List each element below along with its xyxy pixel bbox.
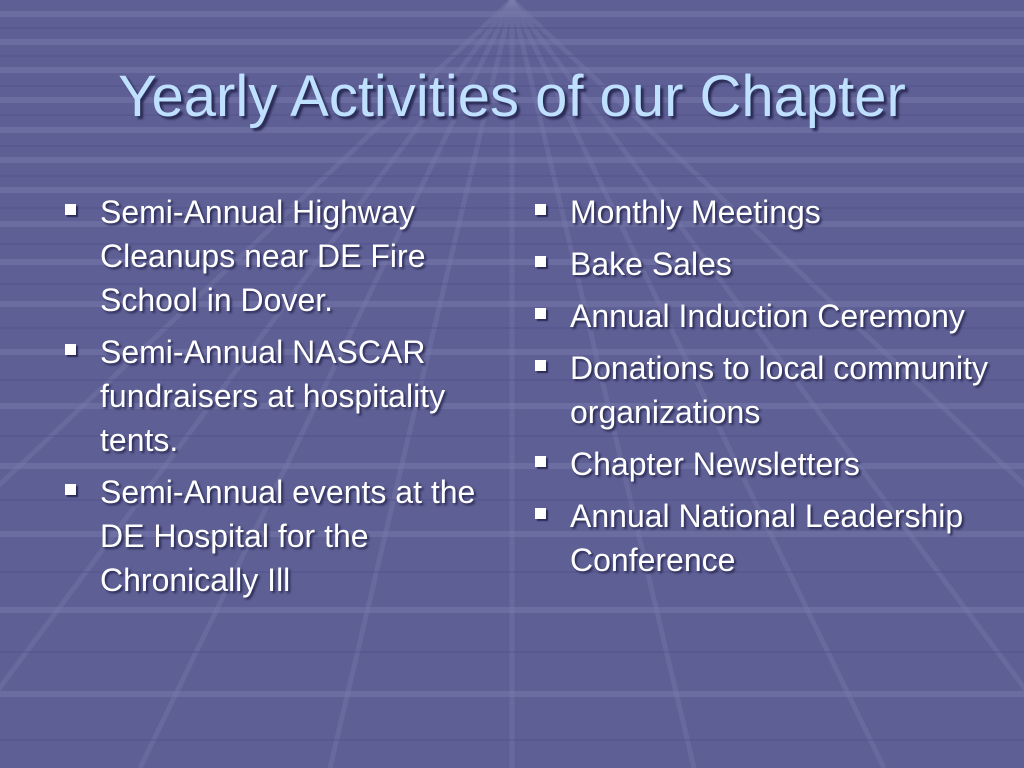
square-bullet-icon: [535, 256, 546, 267]
list-item: [532, 346, 992, 434]
list-item-text: Annual National Leadership Conference: [570, 498, 964, 578]
list-item: [532, 442, 992, 486]
square-bullet-icon: [535, 308, 546, 319]
list-item-text: Semi-Annual NASCAR fundraisers at hospitality tents.: [100, 334, 446, 458]
list-item: [532, 494, 992, 582]
list-item-text: Semi-Annual events at the DE Hospital for the Chronically Ill: [100, 474, 476, 598]
left-bullet-list: [62, 190, 492, 610]
list-item: [62, 470, 492, 602]
slide-title: Yearly Activities of our Chapter: [118, 64, 906, 129]
square-bullet-icon: [65, 344, 76, 355]
square-bullet-icon: [65, 204, 76, 215]
square-bullet-icon: [535, 204, 546, 215]
list-item: [532, 242, 992, 286]
list-item: [532, 294, 992, 338]
square-bullet-icon: [65, 484, 76, 495]
list-item-text: Chapter Newsletters: [570, 446, 860, 482]
list-item-text: Bake Sales: [570, 246, 732, 282]
square-bullet-icon: [535, 508, 546, 519]
list-item: [62, 190, 492, 322]
list-item-text: Monthly Meetings: [570, 194, 821, 230]
list-item-text: Annual Induction Ceremony: [570, 298, 965, 334]
square-bullet-icon: [535, 360, 546, 371]
list-item: [532, 190, 992, 234]
list-item: [62, 330, 492, 462]
square-bullet-icon: [535, 456, 546, 467]
right-bullet-list: [532, 190, 992, 590]
list-item-text: Semi-Annual Highway Cleanups near DE Fire School in Dover.: [100, 194, 426, 318]
list-item-text: Donations to local community organizations: [570, 350, 988, 430]
